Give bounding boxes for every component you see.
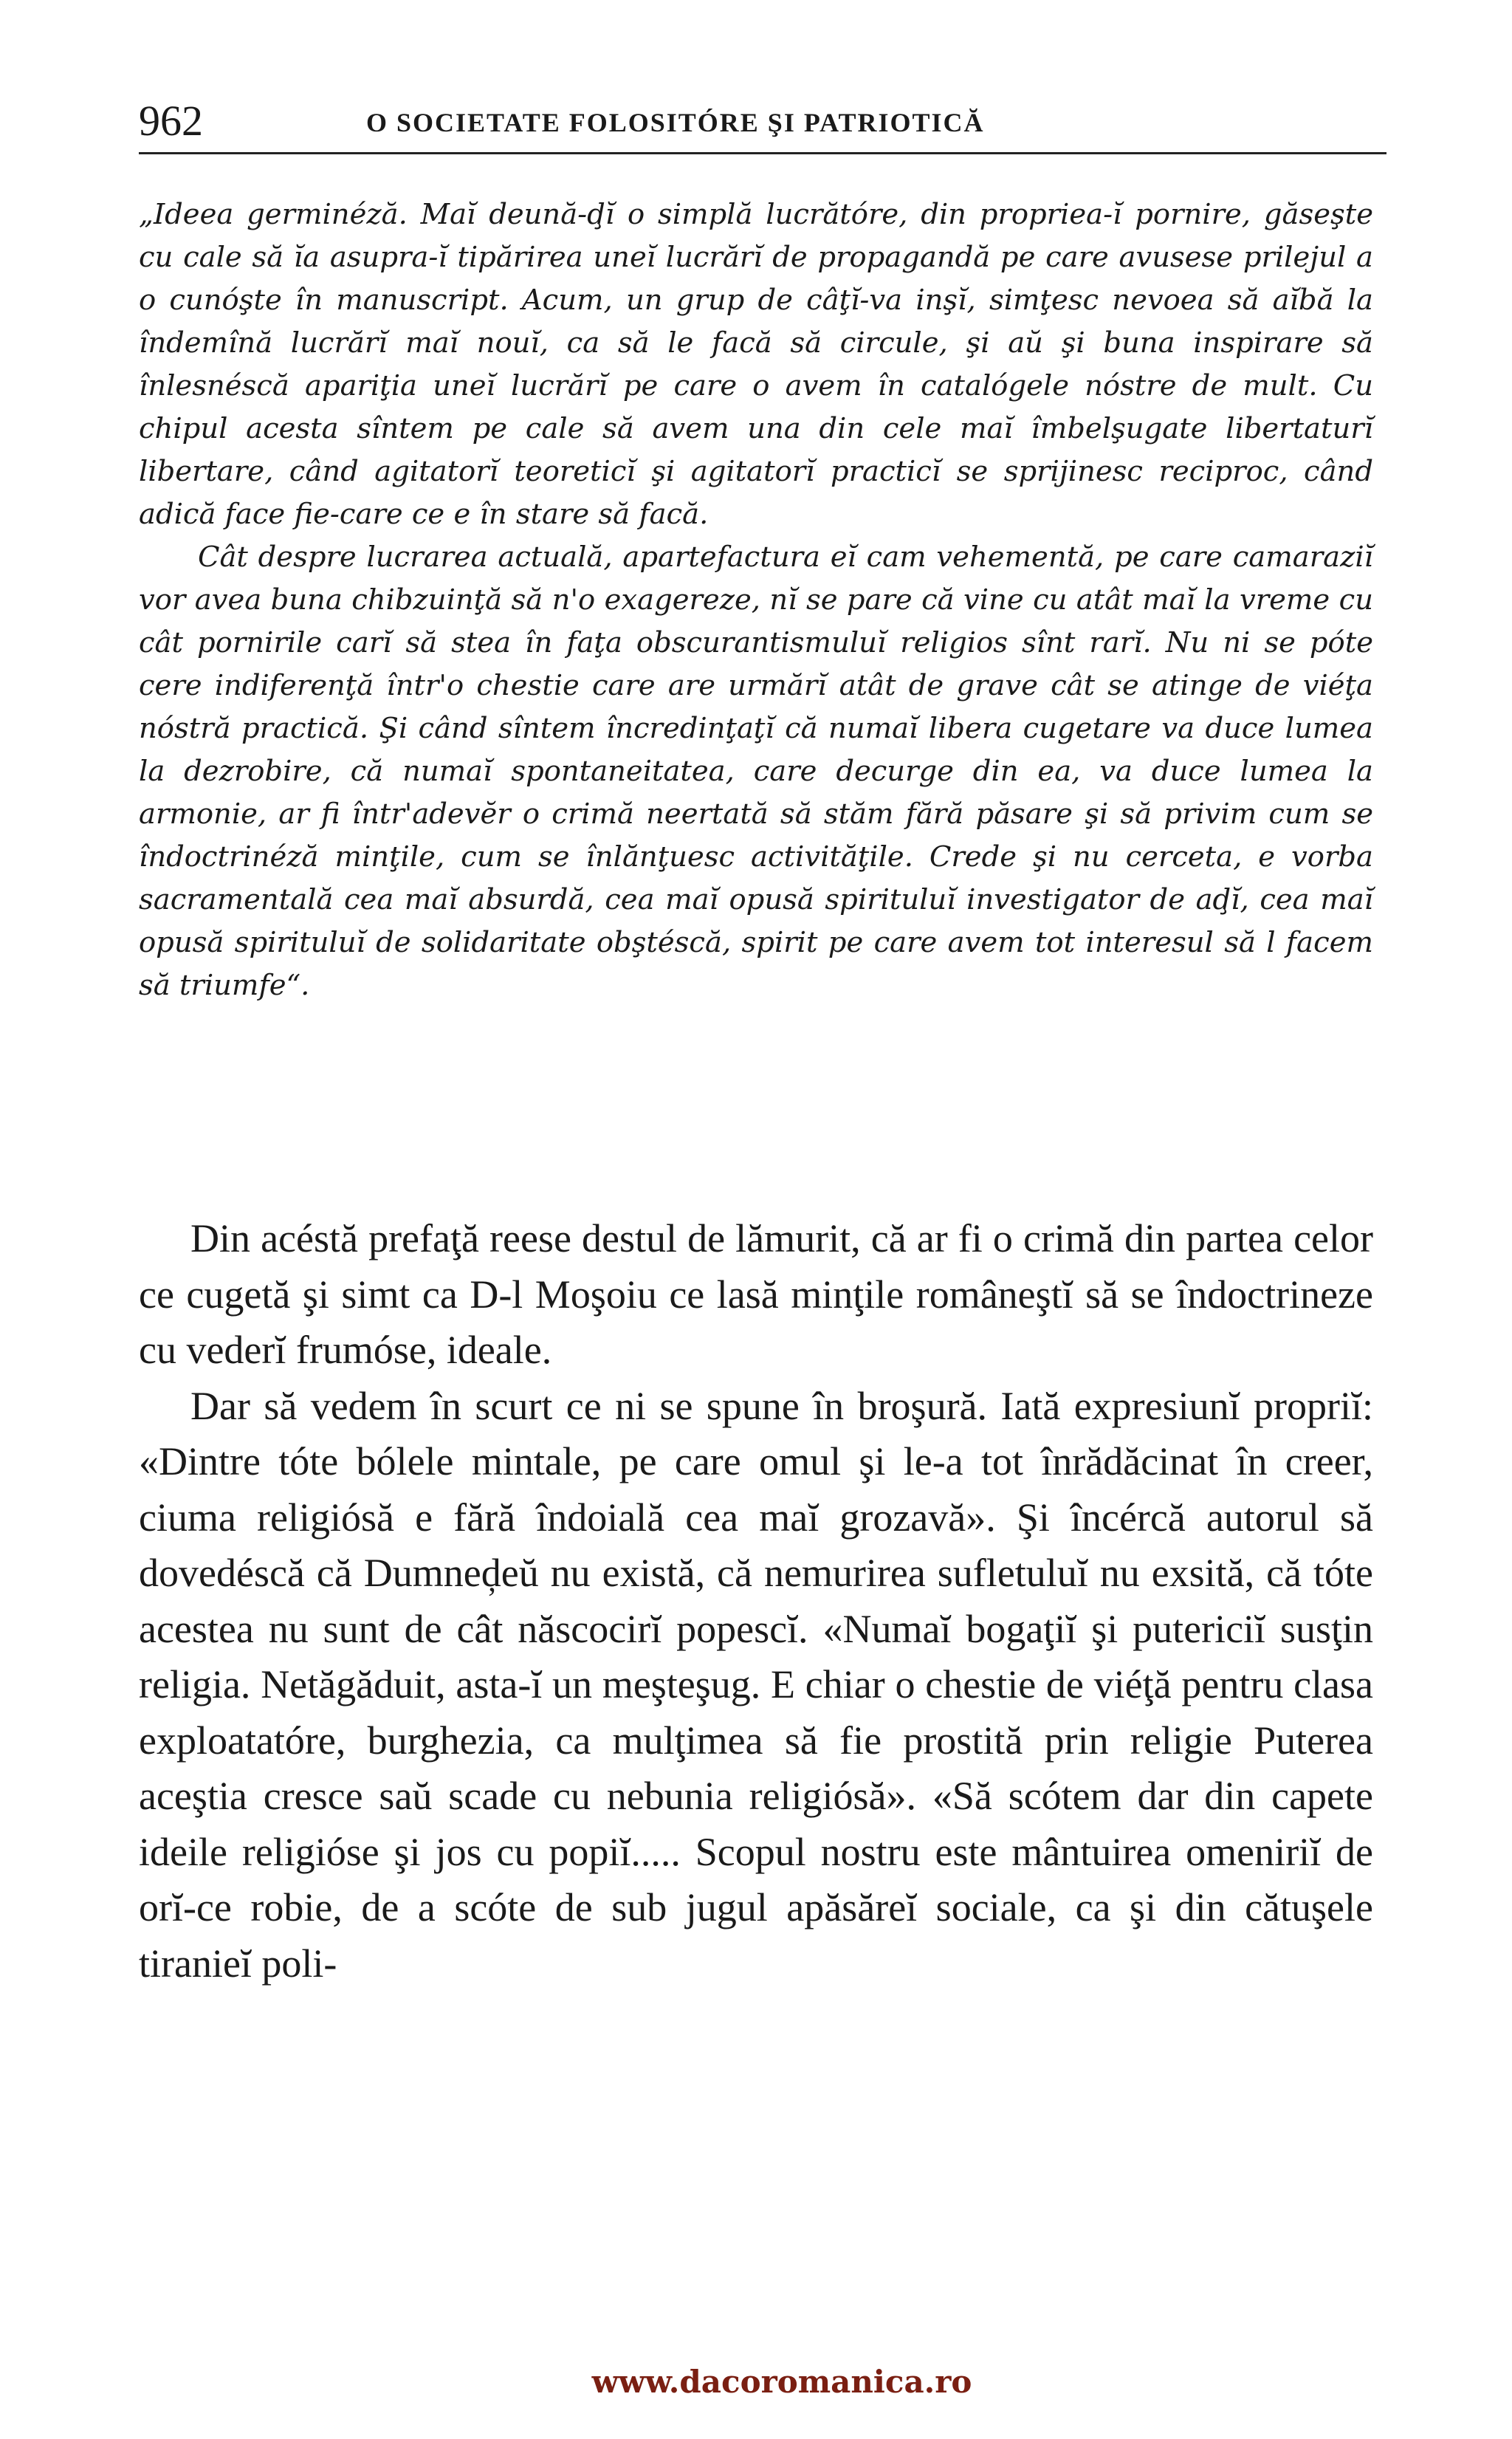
- main-text: [139, 1211, 1373, 1992]
- source-watermark: www.dacoromanica.ro: [591, 2364, 972, 2400]
- body-paragraph: Din acéstă prefaţă reese destul de lămurit, că ar fi o crimă din partea celor ce cugetă şi simt ca D-l Moşoiu ce lasă minţile româneştĭ să se îndoctrineze cu vederĭ frumóse, ideale.: [139, 1216, 1373, 1372]
- quoted-preface: [139, 193, 1373, 1007]
- page-header: [139, 97, 1386, 149]
- page-number: 962: [139, 97, 203, 145]
- quote-paragraph: Cât despre lucrarea actuală, apartefactura eĭ cam vehementă, pe care camaraziĭ vor avea buna chibzuinţă să n'o exagereze, nĭ se pare că vine cu atât maĭ la vreme cu cât pornirile carĭ să stea în faţa obscurantismuluĭ religios sînt rarĭ. Nu ni se póte cere indiferenţă într'o chestie care are urmărĭ atât de grave cât se atinge de viéţa nóstră practică. Şi când sîntem încredinţaţĭ că numaĭ libera cugetare va duce lumea la dezrobire, că numaĭ spontaneitatea, care decurge din ea, va duce lumea la armonie, ar fi într'adevĕr o crimă neertată să stăm fără păsare şi să privim cum se îndoctrinéză minţile, cum se înlănţuesc activităţile. Crede şi nu cerceta, e vorba sacramentală cea maĭ absurdă, cea maĭ opusă spirituluĭ investigator de aḑĭ, cea maĭ opusă spirituluĭ de solidaritate obştéscă, spirit pe care avem tot interesul să l facem să triumfe“.: [139, 541, 1373, 1002]
- running-title: O SOCIETATE FOLOSITÓRE ŞI PATRIOTICĂ: [366, 108, 985, 137]
- body-paragraph: Dar să vedem în scurt ce ni se spune în broşură. Iată expresiunĭ propriĭ: «Dintre tóte bólele mintale, pe care omul şi le-a tot înrădăcinat în creer, ciuma religiósă e fără îndoială cea maĭ grozavă». Şi încércă autorul să dovedéscă că Dumneḑeŭ nu există, că nemurirea sufletuluĭ nu exsită, că tóte acestea nu sunt de cât născocirĭ popescĭ. «Numaĭ bogaţiĭ şi putericiĭ susţin religia. Netăgăduit, asta-ĭ un meşteşug. E chiar o chestie de viéţă pentru clasa exploatatóre, burghezia, ca mulţimea să fie prostită prin religie Puterea aceştia cresce saŭ scade cu nebunia religiósă». «Să scótem dar din capete ideile religióse şi jos cu popiĭ..... Scopul nostru este mântuirea omeniriĭ de orĭ-ce robie, de a scóte de sub jugul apăsăreĭ sociale, ca şi din cătuşele tiranieĭ poli-: [139, 1383, 1373, 1986]
- header-divider: [139, 152, 1386, 154]
- quote-paragraph: „Ideea germinéză. Maĭ deună-ḑĭ o simplă lucrătóre, din propriea-ĭ pornire, găseşte cu cale să ĭa asupra-ĭ tipărirea uneĭ lucrărĭ de propagandă pe care avusese prilejul a o cunóşte în manuscript. Acum, un grup de câţĭ-va inşĭ, simţesc nevoea să aĭbă la îndemînă lucrărĭ maĭ nouĭ, ca să le facă să circule, şi aŭ şi buna inspirare să înlesnéscă apariţia uneĭ lucrărĭ pe care o avem în catalógele nóstre de mult. Cu chipul acesta sîntem pe cale să avem una din cele maĭ îmbelşugate libertaturĭ libertare, când agitatorĭ teoreticĭ şi agitatorĭ practicĭ se sprijinesc reciproc, când adică face fie-care ce e în stare să facă.: [139, 198, 1373, 531]
